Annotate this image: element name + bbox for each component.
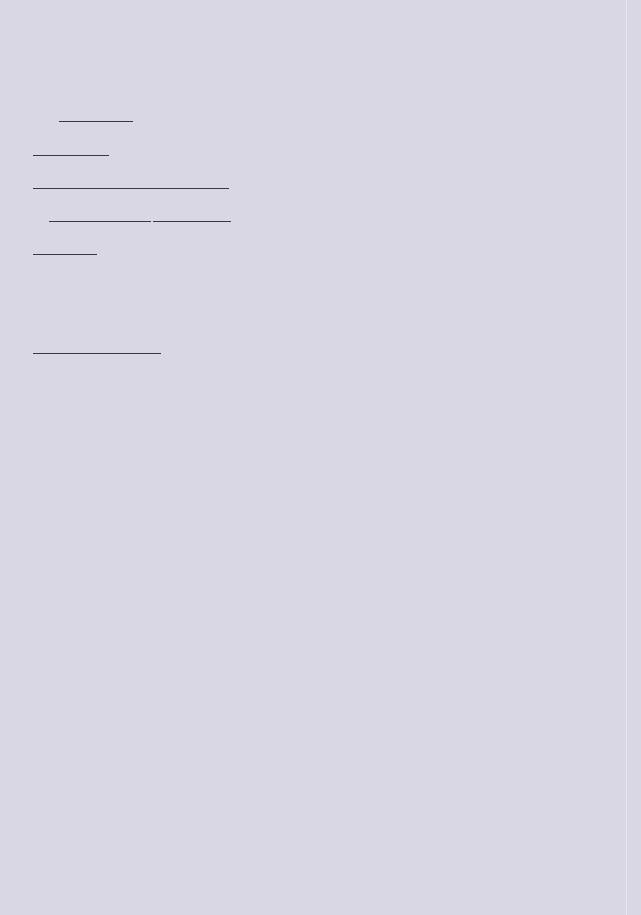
answer-blank[interactable] bbox=[59, 107, 133, 122]
q39-p2-line1 bbox=[48, 207, 232, 227]
answer-blank[interactable] bbox=[33, 174, 229, 189]
answer-blank[interactable] bbox=[33, 339, 161, 354]
page-edge bbox=[626, 0, 627, 915]
q39-p3-line2 bbox=[32, 339, 162, 359]
q39-p1-line1 bbox=[58, 107, 134, 127]
q39-p1-line2 bbox=[32, 141, 110, 161]
q39-p1-line3 bbox=[32, 174, 230, 194]
answer-blank[interactable] bbox=[153, 207, 231, 222]
answer-blank[interactable] bbox=[33, 141, 109, 156]
q39-p2-line2 bbox=[32, 240, 98, 260]
answer-blank[interactable] bbox=[33, 240, 97, 255]
answer-blank[interactable] bbox=[49, 207, 151, 222]
